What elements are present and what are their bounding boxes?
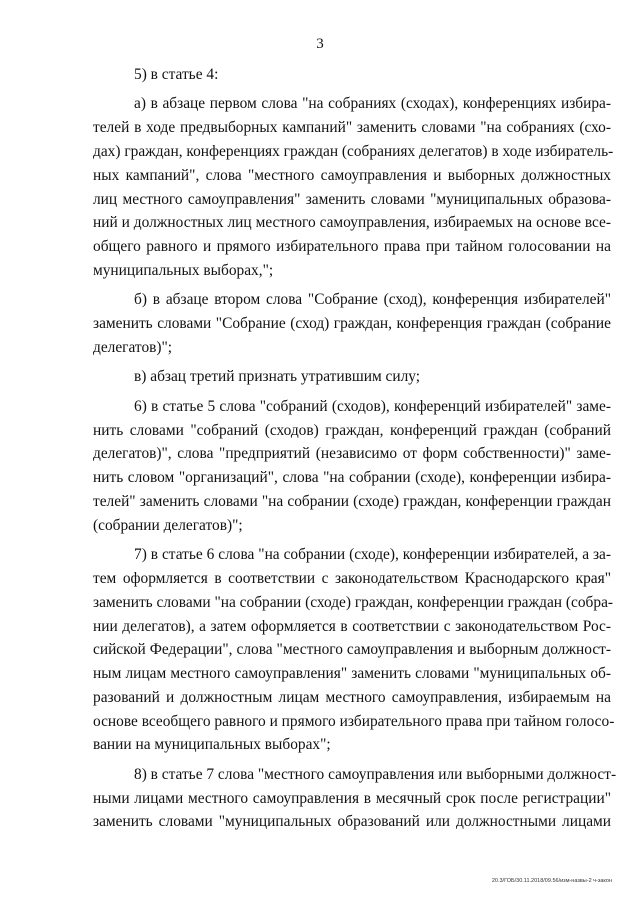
paragraph <box>93 288 611 359</box>
text-line: телей" заменить словами "на собрании (сходе) граждан, конференции граждан <box>93 492 611 510</box>
text-line: в) абзац третий признать утратившим силу; <box>134 368 421 386</box>
text-line: нить словом "организаций", слова "на собрании (сходе), конференции избира- <box>93 469 611 487</box>
text-line: лиц местного самоуправления" заменить словами "муниципальных образова- <box>93 190 611 208</box>
text-line: тем оформляется в соответствии с законодательством Краснодарского края" <box>93 569 611 587</box>
text-line: б) в абзаце втором слова "Собрание (сход), конференция избирателей" <box>134 291 611 309</box>
text-line: (собрании делегатов)"; <box>93 516 243 534</box>
paragraph <box>93 763 617 834</box>
footer-document-code: 20.3/ГОБ/30.11.2018/09.56/изм-назвы-2 ч-закон <box>491 878 612 884</box>
text-line: 7) в статье 6 слова "на собрании (сходе), конференции избирателей, а за- <box>134 546 611 564</box>
text-line: ным лицам местного самоуправления" заменить словами "муниципальных об- <box>93 665 611 683</box>
text-line: ний и должностных лиц местного самоуправления, избираемых на основе все- <box>93 214 611 232</box>
text-line: а) в абзаце первом слова "на собраниях (сходах), конференциях избира- <box>134 95 611 113</box>
text-line: телей в ходе предвыборных кампаний" заменить словами "на собраниях (схо- <box>93 119 611 137</box>
text-line: ных кампаний", слова "местного самоуправления и выборных должностных <box>93 166 611 184</box>
paragraph <box>93 92 614 282</box>
text-line: общего равного и прямого избирательного права при тайном голосовании на <box>93 238 611 256</box>
text-line: делегатов)", слова "предприятий (независимо от форм собственности)" заме- <box>93 445 611 463</box>
text-line: муниципальных выборах,"; <box>93 261 274 279</box>
text-line: 5) в статье 4: <box>134 66 219 83</box>
text-line: вании на муниципальных выборах"; <box>93 736 331 754</box>
text-line: сийской Федерации", слова "местного самоуправления и выборным должност- <box>93 641 611 659</box>
text-line: нить словами "собраний (сходов) граждан, конференций граждан (собраний <box>93 421 611 439</box>
text-line: делегатов)"; <box>93 338 173 356</box>
document-body <box>93 63 617 840</box>
text-line: разований и должностным лицам местного самоуправления, избираемым на <box>93 688 611 706</box>
text-line: заменить словами "на собрании (сходе) граждан, конференции граждан (собра- <box>93 593 614 611</box>
paragraph <box>93 365 611 389</box>
text-line: ными лицами местного самоуправления в месячный срок после регистрации" <box>93 789 611 807</box>
text-line: 8) в статье 7 слова "местного самоуправления или выборными должност- <box>134 765 617 783</box>
text-line: дах) граждан, конференциях граждан (собраниях делегатов) в ходе избиратель- <box>93 142 614 160</box>
text-line: нии делегатов), а затем оформляется в соответствии с законодательством Рос- <box>93 617 611 635</box>
paragraph <box>93 543 615 757</box>
text-line: 6) в статье 5 слова "собраний (сходов), конференций избирателей" заме- <box>134 397 611 415</box>
paragraph <box>93 395 611 538</box>
text-line: заменить словами "муниципальных образований или должностными лицами <box>93 813 611 831</box>
text-line: основе всеобщего равного и прямого избирательного права при тайном голосо- <box>93 712 615 730</box>
text-line: заменить словами "Собрание (сход) граждан, конференция граждан (собрание <box>93 315 611 333</box>
page-number: 3 <box>316 36 324 52</box>
paragraph <box>93 63 611 87</box>
